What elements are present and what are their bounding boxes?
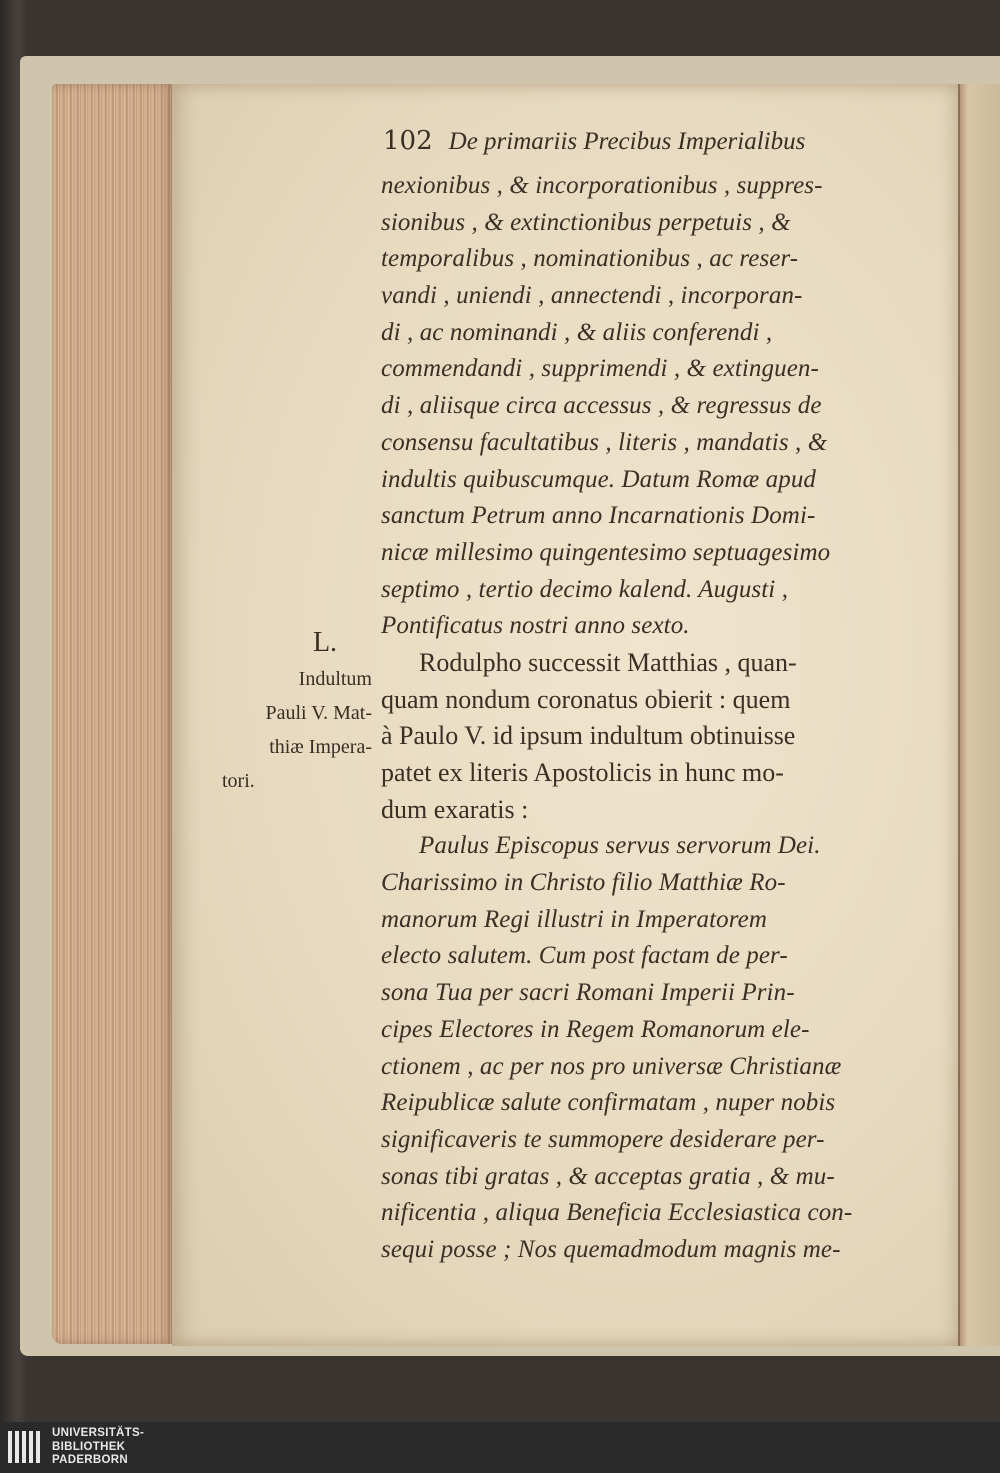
page-edges [52, 84, 174, 1344]
page-header [383, 126, 903, 156]
library-logo-text [52, 1427, 144, 1468]
text-line: septimo , tertio decimo kalend. Augusti , [381, 575, 789, 603]
text-line: temporalibus , nominationibus , ac reser- [381, 245, 799, 273]
facing-page-edge [958, 84, 1000, 1346]
library-logo-icon [6, 1427, 46, 1467]
marginal-note-line: thiæ Impera- [269, 736, 372, 758]
logo-line: UNIVERSITÄTS- [52, 1427, 145, 1439]
text-line: nificentia , aliqua Beneficia Ecclesiastica con- [381, 1199, 853, 1227]
logo-line: PADERBORN [52, 1454, 128, 1466]
text-line: Reipublicæ salute confirmatam , nuper nobis [381, 1089, 836, 1117]
text-line: di , ac nominandi , & aliis conferendi , [381, 318, 773, 346]
text-line: significaveris te summopere desiderare per- [381, 1125, 825, 1153]
text-line: vandi , uniendi , annectendi , incorporan- [381, 282, 803, 310]
text-line: sona Tua per sacri Romani Imperii Prin- [381, 979, 795, 1007]
text-line: indultis quibuscumque. Datum Romæ apud [381, 465, 817, 493]
text-line: nicæ millesimo quingentesimo septuagesimo [381, 538, 831, 566]
text-line: di , aliisque circa accessus , & regressus de [381, 392, 822, 420]
text-line: Paulus Episcopus servus servorum Dei. [419, 832, 821, 860]
text-line: sionibus , & extinctionibus perpetuis , & [381, 208, 791, 236]
library-footer [0, 1422, 1000, 1473]
text-line: sanctum Petrum anno Incarnationis Domi- [381, 502, 816, 530]
text-line: sequi posse ; Nos quemadmodum magnis me- [381, 1235, 841, 1263]
text-line: manorum Regi illustri in Imperatorem [381, 905, 767, 933]
page-number: 102 [383, 126, 433, 156]
text-line: Rodulpho successit Matthias , quan- [419, 647, 797, 677]
marginal-note-line: tori. [222, 770, 255, 792]
text-line: Pontificatus nostri anno sexto. [381, 612, 690, 640]
text-line: ctionem , ac per nos pro universæ Christianæ [381, 1052, 842, 1080]
text-line: commendandi , supprimendi , & extinguen- [381, 355, 819, 383]
body-text [381, 168, 907, 1269]
section-numeral: L. [312, 627, 338, 658]
text-line: consensu facultatibus , literis , mandatis , & [381, 428, 828, 456]
marginal-note-line: Indultum [298, 668, 372, 690]
running-title: De primariis Precibus Imperialibus [448, 128, 806, 155]
text-line: dum exaratis : [381, 794, 529, 824]
text-line: Charissimo in Christo filio Matthiæ Ro- [381, 869, 786, 897]
text-line: nexionibus , & incorporationibus , suppres- [381, 172, 823, 199]
text-line: quam nondum coronatus obierit : quem [381, 684, 791, 714]
text-line: electo salutem. Cum post factam de per- [381, 942, 788, 970]
text-line: cipes Electores in Regem Romanorum ele- [381, 1015, 810, 1043]
text-line: sonas tibi gratas , & acceptas gratia , & mu- [381, 1162, 835, 1190]
logo-line: BIBLIOTHEK [52, 1440, 126, 1453]
marginal-note-line: Pauli V. Mat- [265, 702, 372, 724]
marginal-note [222, 624, 372, 798]
text-line: patet ex literis Apostolicis in hunc mo- [381, 758, 784, 787]
text-line: à Paulo V. id ipsum indultum obtinuisse [381, 721, 796, 751]
